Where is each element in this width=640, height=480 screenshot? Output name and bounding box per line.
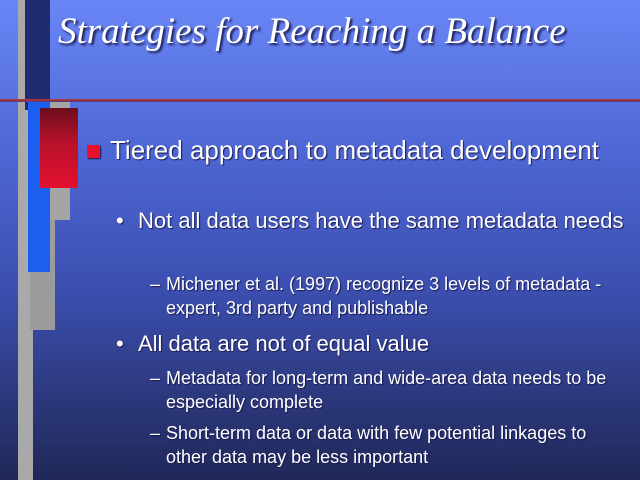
bullet-dot-icon: •: [116, 208, 124, 233]
decor-dark-bar: [25, 0, 50, 110]
bullet-dot-icon: •: [116, 331, 124, 356]
title-divider: [0, 99, 640, 102]
subpoint-2-detail-2: Short-term data or data with few potential linkages to other data may be less important: [166, 423, 587, 467]
dash-bullet-icon: –: [150, 423, 161, 443]
subpoint-1-detail-1: Michener et al. (1997) recognize 3 levels of metadata - expert, 3rd party and publishable: [166, 274, 602, 318]
main-point: Tiered approach to metadata development: [110, 135, 600, 165]
dash-bullet-icon: –: [150, 368, 161, 388]
subpoint-2-detail-1: Metadata for long-term and wide-area data needs to be especially complete: [166, 368, 607, 412]
red-square-bullet-icon: [87, 145, 100, 158]
subpoint-1: Not all data users have the same metadata needs: [138, 208, 624, 233]
slide-title: Strategies for Reaching a Balance: [58, 11, 566, 52]
decor-red-block: [40, 108, 78, 188]
subpoint-2: All data are not of equal value: [138, 331, 430, 356]
dash-bullet-icon: –: [150, 274, 161, 294]
